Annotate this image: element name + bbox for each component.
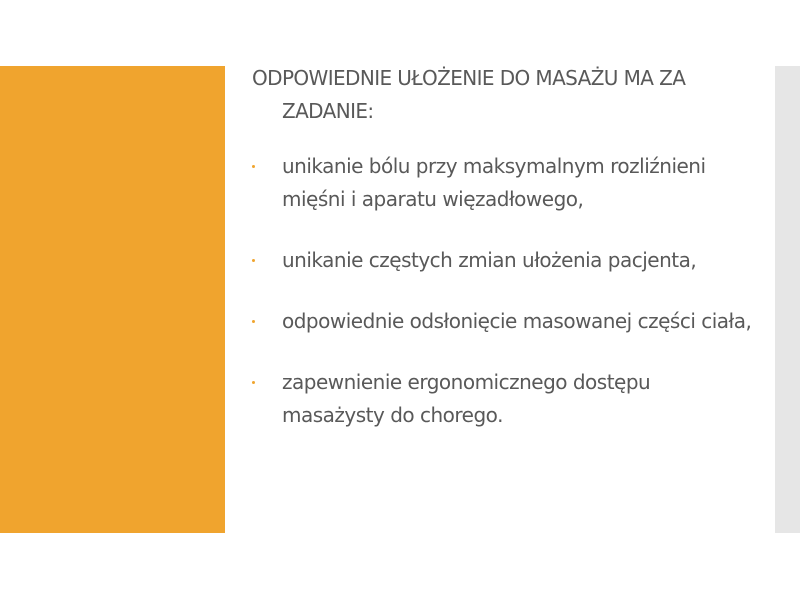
list-item [252, 366, 752, 432]
side-strip [775, 66, 800, 533]
accent-block [0, 66, 225, 533]
bullet-list [252, 150, 752, 432]
list-item-text: unikanie bólu przy maksymalnym rozliźnieni mięśni i aparatu więzadłowego, [282, 154, 706, 211]
bullet-dot-icon [252, 381, 255, 384]
bullet-dot-icon [252, 259, 255, 262]
bullet-dot-icon [252, 320, 255, 323]
slide-content [252, 62, 752, 460]
bullet-dot-icon [252, 165, 255, 168]
list-item-text: zapewnienie ergonomicznego dostępu masażysty do chorego. [282, 370, 651, 427]
list-item [252, 150, 752, 216]
list-item-text: unikanie częstych zmian ułożenia pacjenta, [282, 248, 697, 272]
list-item-text: odpowiednie odsłonięcie masowanej części ciała, [282, 309, 752, 333]
list-item [252, 244, 752, 277]
slide-heading: ODPOWIEDNIE UŁOŻENIE DO MASAŻU MA ZA ZADANIE: [252, 66, 686, 123]
list-item [252, 305, 752, 338]
